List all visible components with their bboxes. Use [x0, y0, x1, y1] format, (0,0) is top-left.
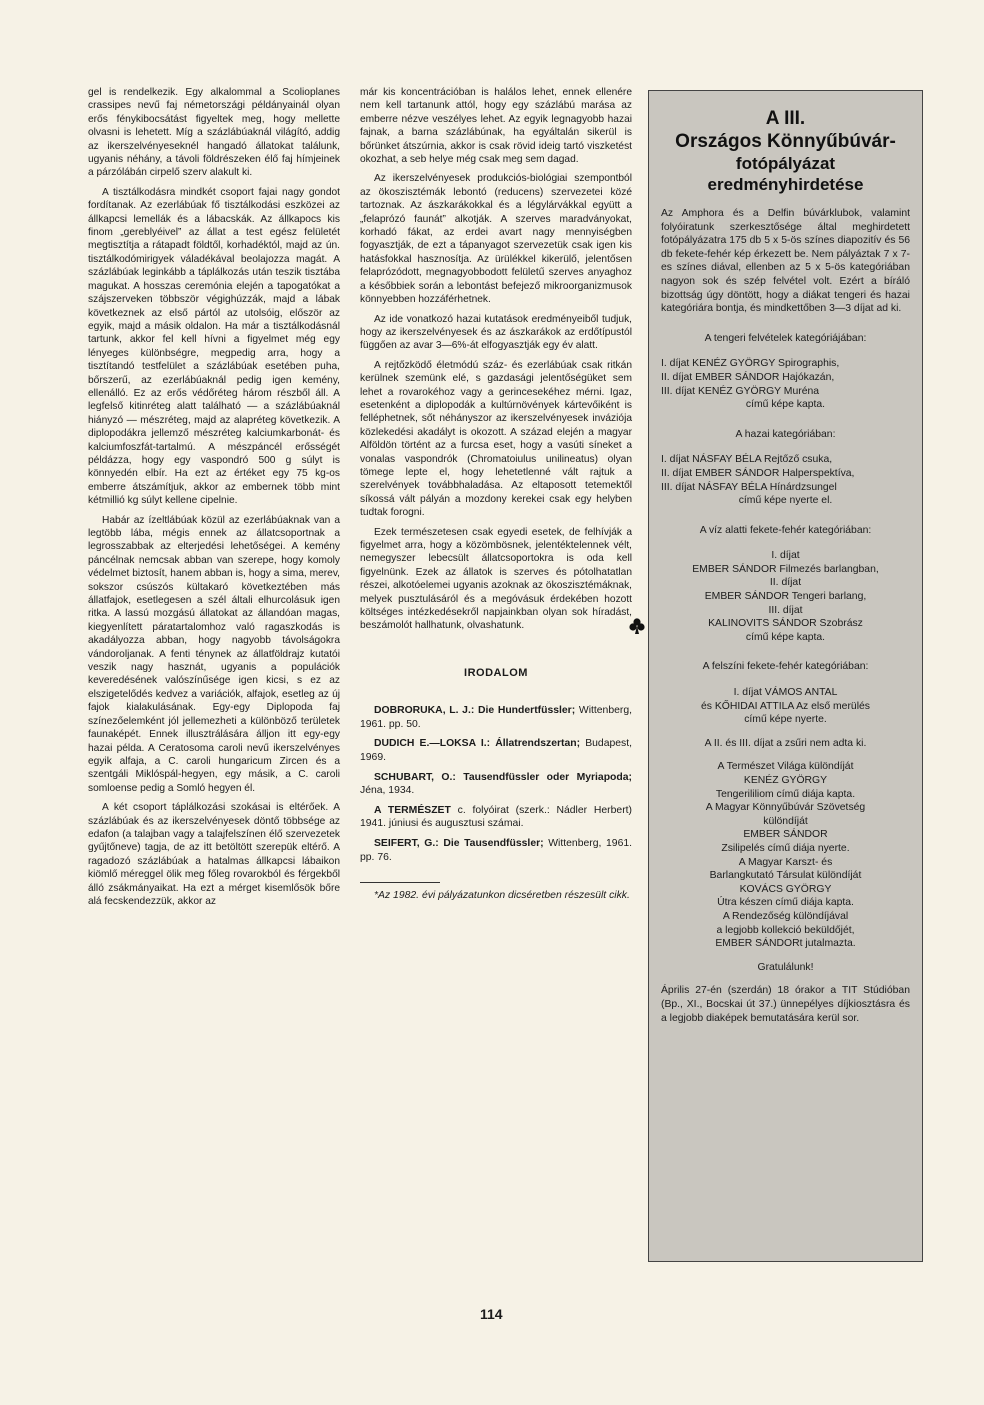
special-award-line: a legjobb kollekció beküldőjét,: [716, 924, 855, 936]
award-line: KALINOVITS SÁNDOR Szobrász: [708, 618, 863, 630]
special-award-line: A Magyar Könnyűbúvár Szövetség: [705, 802, 866, 814]
reference-item: [360, 704, 632, 731]
paragraph: A két csoport táplálkozási szokásai is eltérőek. A százlábúak és az ikerszelvényesek döntő többsége az edafon (a talajban vagy a talajfelszínen élő szervezetek gyűjtőneve) tagja, de az itt betöltött szerepük eltérő. A ragadozó százlábúak a hatalmas állkapcsi lábaikon kiömlő méreggel ölik meg főleg rovarokból és férgekből álló zsákmányaikat. Ha ezt a mérget kisemlősök bőre alá fecskendezzük, akkor az: [88, 802, 340, 907]
reference-item: [360, 737, 632, 764]
references-list: [360, 704, 632, 864]
award-list: [661, 686, 910, 727]
section-heading: A víz alatti fekete-fehér kategóriában:: [699, 524, 872, 536]
reference-author: DOBRORUKA, L. J.:: [374, 705, 475, 717]
award-line: I. díjat VÁMOS ANTAL: [733, 687, 838, 699]
reference-author: SCHUBART, O.:: [374, 771, 456, 783]
special-award-line: különdíját: [763, 815, 808, 827]
box-intro: Az Amphora és a Delfin búvárklubok, valamint folyóiratunk szerkesztősége által meghirdetett fotópályázatra 175 db 5 x 5-ös színes diapozitív és 56 db fekete-fehér kép érkezett be. Nem pályáztak 7 x 7-es színes diával, ellenben az 5 x 5-ös kategóriában nagyon sok és szép felvétel volt. Ezért a bíráló bizottság úgy döntött, hogy a diákat tengeri és hazai kategóriára bontja, és mindkettőben 3—3 díjat ad ki.: [661, 208, 910, 315]
award-line: EMBER SÁNDOR Filmezés barlangban,: [692, 563, 879, 575]
award-line: című képe nyerte el.: [738, 495, 833, 507]
references-heading: IRODALOM: [464, 666, 528, 679]
page-number: 114: [480, 1306, 503, 1322]
no-award-note: A II. és III. díjat a zsűri nem adta ki.: [704, 737, 867, 749]
award-line: I. díjat KENÉZ GYÖRGY Spirographis,: [661, 358, 840, 370]
paragraph: gel is rendelkezik. Egy alkalommal a Scolioplanes crassipes nevű faj németországi példányainál olyan erős fénykibocsátást figyeltek meg, hogy mellette olvasni is lehetett. Míg a százlábúaknál világító, addig az ikerszelvényeseknél hangadó állatokat találunk, ugyanis néhány, a távoli földrészeken élő faj hímjeinek a párzólábán cirpelő szerv alakult ki.: [88, 87, 340, 179]
reference-title: Tausendfüssler oder Myriapoda;: [463, 771, 632, 783]
paragraph: A rejtőzködő életmódú száz- és ezerlábúak csak ritkán kerülnek szemünk elé, s gazdasági jelentőségüket sem lehet a rovarokéhoz vagy a gerincesekéhez mérni. Igaz, esetenként a diplopodák a kultúrnövények kártevőiként is felléphetnek, sőt néhányszor az ikerszelvényesek inváziója közlekedési akadályt is okozott. A század elején a magyar Alföldön történt az a furcsa eset, hogy a vasúti síneket a vonalas vaspondrók (Chromatoiulus unilineatus) olyan tömege lepte el, hogy lehetetlenné vált rajtuk a szerelvények továbbhaladása. Az eltaposott tetemektől síkossá vált pályán a mozdony kerekei csak egy helyben tudtak forogni.: [360, 359, 632, 519]
award-line: és KŐHIDAI ATTILA Az első merülés: [700, 700, 870, 712]
contest-results-box: [648, 90, 923, 1262]
reference-author: A TERMÉSZET: [374, 804, 451, 816]
box-title-line: fotópályázat: [735, 154, 836, 173]
reference-details: Wittenberg, 1961. pp. 50.: [360, 705, 633, 730]
reference-details: Jéna, 1934.: [360, 785, 415, 797]
paragraph: Habár az ízeltlábúak közül az ezerlábúaknak van a legtöbb lába, mégis ennek az állatcsoportnak a legrosszabbak az elterjedési lehetőségei. A kemény páncélnak nemcsak abban van szerepe, hogy komoly védelmet biztosít, hanem abban is, hogy a sima, merev, sokszor csúszós kültakaró következtében más állatfajok, esetlegesen a szél általi elhurcolásuk igen ritka. A lassú mozgású állatokat az állandóan magas, kiegyenlített páratartalomhoz való ragaszkodás is akadályozza abban, hogy nagyobb távolságokra vándoroljanak. A fenti ténynek az állatföldrajz kutatói veszik nagy hasznát, ugyanis a populációk keveredésének valószínűsége igen kicsi, s ez az elszigetelődés kedvez a variációk, alfajok, esetleg az új fajok kialakulásának. Egy-egy Diplopoda faj színezőelemként jól jellemezheti a különböző területek faunaképét. Ennek illusztrálására álljon itt egy-egy hazai példa. A Ceratosoma caroli nevű ikerszelvényes egyik alfaja, a C. caroli hungaricum Zircen és a szentgáli Miklóspál-hegyen, egy másik, a C. caroli somloense pedig a Somló hegyen él.: [88, 514, 340, 794]
special-award-line: KENÉZ GYÖRGY: [743, 775, 828, 786]
award-section: [661, 332, 910, 412]
award-section: [661, 660, 910, 726]
award-section: [661, 428, 910, 508]
award-line: III. díjat NÁSFAY BÉLA Hínárdzsungel: [661, 481, 837, 493]
footnote: *Az 1982. évi pályázatunkon dicséretben részesült cikk.: [374, 890, 630, 902]
special-award-line: KOVÁCS GYÖRGY: [739, 883, 832, 895]
award-line: III. díjat KENÉZ GYÖRGY Muréna: [661, 385, 820, 397]
box-title-line: A III.: [765, 108, 806, 129]
congratulations: Gratulálunk!: [757, 961, 814, 973]
reference-author: SEIFERT, G.:: [374, 838, 439, 849]
reference-title: Die Tausendfüssler;: [443, 838, 544, 849]
section-heading: A hazai kategóriában:: [735, 428, 836, 440]
special-award-line: EMBER SÁNDOR: [743, 829, 828, 841]
award-list: [661, 549, 910, 644]
special-award-line: EMBER SÁNDORt jutalmazta.: [715, 938, 856, 950]
box-title: [661, 107, 910, 195]
reference-title: Állatrendszertan;: [495, 738, 581, 750]
award-line: II. díjat EMBER SÁNDOR Halperspektíva,: [661, 467, 855, 479]
special-award-line: Barlangkutató Társulat különdíját: [709, 870, 862, 882]
footnote-divider: [360, 882, 440, 883]
award-line: EMBER SÁNDOR Tengeri barlang,: [704, 591, 867, 603]
reference-item: [360, 771, 632, 798]
award-line: I. díjat: [771, 550, 800, 562]
box-title-line: Országos Könnyűbúvár-: [675, 131, 896, 152]
award-line: című képe nyerte.: [744, 714, 827, 726]
special-award-line: A Természet Világa különdíját: [717, 761, 854, 773]
reference-item: [360, 804, 632, 831]
paragraph: Az ikerszelvényesek produkciós-biológiai szempontból az ökoszisztémák lebontó (reducens) szervezetei közé tartoznak. Az ászkarákokkal és a légylárvákkal együtt a „felaprózó faunát” alkotják. A szerves maradványokat, korhadó fákat, az erdei avart nagy mennyiségben fogyasztják, de ezt a tápanyagot szervezetük csak igen kis hatásfokkal hasznosítja. Az ürülékkel kikerülő, jelentősen felaprózódott, megnagyobbodott felületű szerves anyaghoz a későbbiek során a lebontást befejező mikroorganizmusok könnyebben hozzáférhetnek.: [360, 173, 632, 306]
award-line: II. díjat: [769, 577, 802, 589]
club-icon: [614, 617, 632, 635]
award-line: című képe kapta.: [745, 399, 826, 411]
paragraph: A tisztálkodásra mindkét csoport fajai nagy gondot fordítanak. Az ezerlábúak fő tisztálkodási eszközei az állkapcsi lemellák és a lábacskák. Az állkapocs kis finom „gereblyéivel” az állat a test egész felületét megtisztítja a rátapadt földtől, korhadéktól, majd az ún. tisztálkodómirigyek váladékával beolajozza magát. A százlábúak leginkább a táplálkozás után teszik tisztába magukat. A hosszas ceremónia elején a tapogatókat a szájszerveken többször végighúzzák, majd a lábak következnek az első pártól az utolsóig, először az egyik, majd a másik oldalon. Ha már a tisztálkodásnál tartunk, akkor fel kell hívni a figyelmet még egy lényeges különbségre, megpedig arra, hogy a tisztítandó testfelület a százlábúak esetében puha, bőrszerű, az ezerlábúaknál pedig igen kemény, ellenálló. Ez az erős védőréteg három részből áll. A legfelső kitinréteg alatt található — a százlábúaknál hiányzó — mészréteg, majd az alapréteg következik. A diplopodákra jellemző mészréteg kalciumkarbonát- és kalciumfoszfát-tartalmú. A mészpáncél erősségét példázza, hogy egy vaspondró 500 g súlyt is könnyedén elbír. Ha ezt az értéket egy 75 kg-os emberre átszámítjuk, akkor az embernek több mint kétmillió kg súlyt kellene cipelnie.: [88, 186, 340, 507]
special-awards: [661, 760, 910, 950]
paragraph-text: Ezek természetesen csak egyedi esetek, de felhívják a figyelmet arra, hogy a közömbösnek, jelentéktelennek vélt, nemegyszer lebecsült állatcsoportokra is oda kell figyelnünk. Ezek az állatok is szerves és pótolhatatlan részei, alkotóelemei ugyanis azoknak az ökoszisztémáknak, melyek pusztulásáról és a megóvásuk érdekében hozott költséges intézkedésekről napjainkban olyan sok híradást, beszámolót hallhatunk, olvashatunk.: [360, 526, 632, 632]
reference-item: [360, 837, 632, 864]
special-award-line: Zsilipelés című diája nyerte.: [721, 842, 850, 854]
paragraph: már kis koncentrációban is halálos lehet, ennek ellenére nem kell tartanunk attól, hogy egy százlábú marása az emberre nézve veszélyes lehet. Az egyik legnagyobb hazai fajnak, a barna százlábúnak, ha egyáltalán sikerül is bőrünket átszúrnia, akkor is csak rövid ideig tartó viszketést okozhat, a seb helye még csak meg sem dagad.: [360, 87, 632, 166]
reference-details: Budapest, 1969.: [360, 738, 633, 764]
award-list: [661, 357, 910, 411]
reference-details: Wittenberg, 1961. pp. 76.: [360, 838, 633, 863]
special-award-line: A Rendezőség különdíjával: [722, 910, 849, 922]
reference-author: DUDICH E.—LOKSA I.:: [374, 738, 491, 750]
award-line: I. díjat NÁSFAY BÉLA Rejtőző csuka,: [661, 454, 833, 466]
reference-title: Die Hundertfüssler;: [477, 705, 576, 717]
award-line: II. díjat EMBER SÁNDOR Hajókazán,: [661, 371, 835, 383]
paragraph: [360, 526, 632, 633]
special-award-line: Útra készen című diája kapta.: [717, 897, 854, 909]
award-line: III. díjat: [768, 604, 803, 616]
reference-details: c. folyóirat (szerk.: Nádler Herbert) 1941. júniusi és augusztusi számai.: [360, 804, 632, 830]
award-list: [661, 453, 910, 507]
award-section: [661, 524, 910, 645]
box-title-line: eredményhirdetése: [707, 175, 864, 194]
paragraph: Az ide vonatkozó hazai kutatások eredményeiből tudjuk, hogy az ikerszelvényesek és az ászkarákok az erdőtípustól függően az avar 3—6%-át elfogyasztják egy év alatt.: [360, 313, 632, 352]
text-column-left: [88, 86, 340, 914]
special-award-line: Tengerililiom című diája kapta.: [715, 788, 856, 800]
section-heading: A tengeri felvételek kategóriájában:: [704, 332, 867, 344]
special-award-line: A Magyar Karszt- és: [738, 856, 833, 868]
text-column-middle: [360, 86, 632, 909]
ceremony-notice: Április 27-én (szerdán) 18 órakor a TIT Stúdióban (Bp., XI., Bocskai út 37.) ünnepélyes díjkiosztásra és a legjobb diaképek bemutatására kerül sor.: [661, 985, 910, 1024]
award-line: című képe kapta.: [745, 631, 826, 643]
section-heading: A felszíni fekete-fehér kategóriában:: [702, 661, 869, 673]
